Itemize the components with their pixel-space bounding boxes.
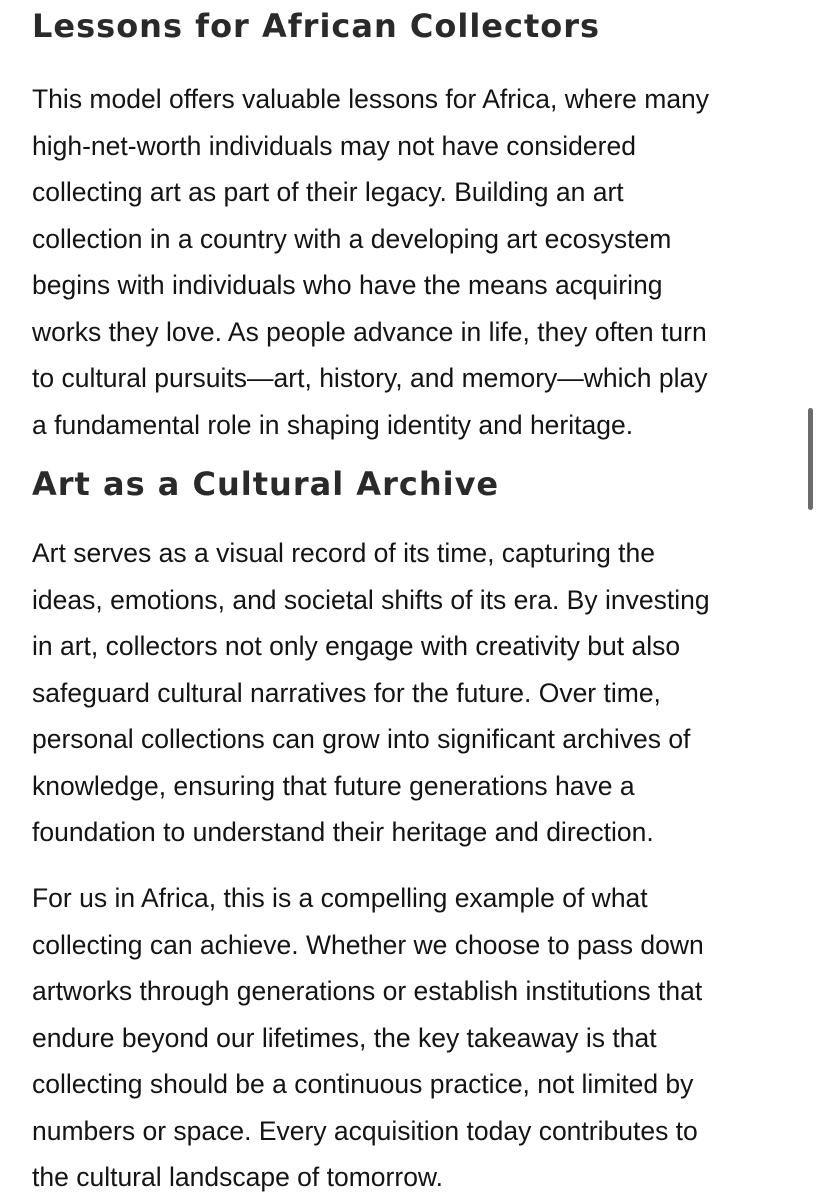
text-line: knowledge, ensuring that future generations have a: [32, 770, 635, 801]
text-line: to cultural pursuits—art, history, and memory—which play: [32, 363, 708, 393]
text-line: numbers or space. Every acquisition today contributes to: [32, 1115, 698, 1146]
text-line: the cultural landscape of tomorrow.: [32, 1162, 443, 1192]
text-line: For us in Africa, this is a compelling example of what: [32, 883, 648, 913]
text-line: foundation to understand their heritage and direction.: [32, 817, 654, 847]
text-line: collecting can achieve. Whether we choose to pass down: [32, 929, 704, 960]
paragraph-archive-1: [32, 530, 802, 856]
text-line: begins with individuals who have the means acquiring: [32, 270, 663, 300]
section-heading-lessons: Lessons for African Collectors: [32, 7, 601, 45]
text-line: This model offers valuable lessons for Africa, where many: [32, 84, 710, 114]
text-line: Art serves as a visual record of its time, capturing the: [32, 538, 656, 568]
text-line: works they love. As people advance in life, they often turn: [32, 316, 707, 347]
scrollbar-thumb[interactable]: [808, 408, 813, 510]
text-line: artworks through generations or establish institutions that: [32, 976, 703, 1006]
section-heading-archive: Art as a Cultural Archive: [32, 465, 500, 503]
text-line: safeguard cultural narratives for the future. Over time,: [32, 677, 661, 708]
text-line: high-net-worth individuals may not have considered: [32, 130, 636, 161]
paragraph-archive-2: [32, 875, 802, 1201]
text-line: in art, collectors not only engage with creativity but also: [32, 631, 681, 661]
text-line: ideas, emotions, and societal shifts of its era. By investing: [32, 584, 710, 615]
text-line: endure beyond our lifetimes, the key takeaway is that: [32, 1022, 657, 1053]
text-line: collecting art as part of their legacy. Building an art: [32, 177, 624, 207]
text-line: a fundamental role in shaping identity and heritage.: [32, 409, 634, 440]
text-line: collection in a country with a developing art ecosystem: [32, 223, 672, 254]
text-line: collecting should be a continuous practice, not limited by: [32, 1069, 694, 1099]
text-line: personal collections can grow into significant archives of: [32, 724, 691, 754]
paragraph-lessons: [32, 76, 802, 448]
